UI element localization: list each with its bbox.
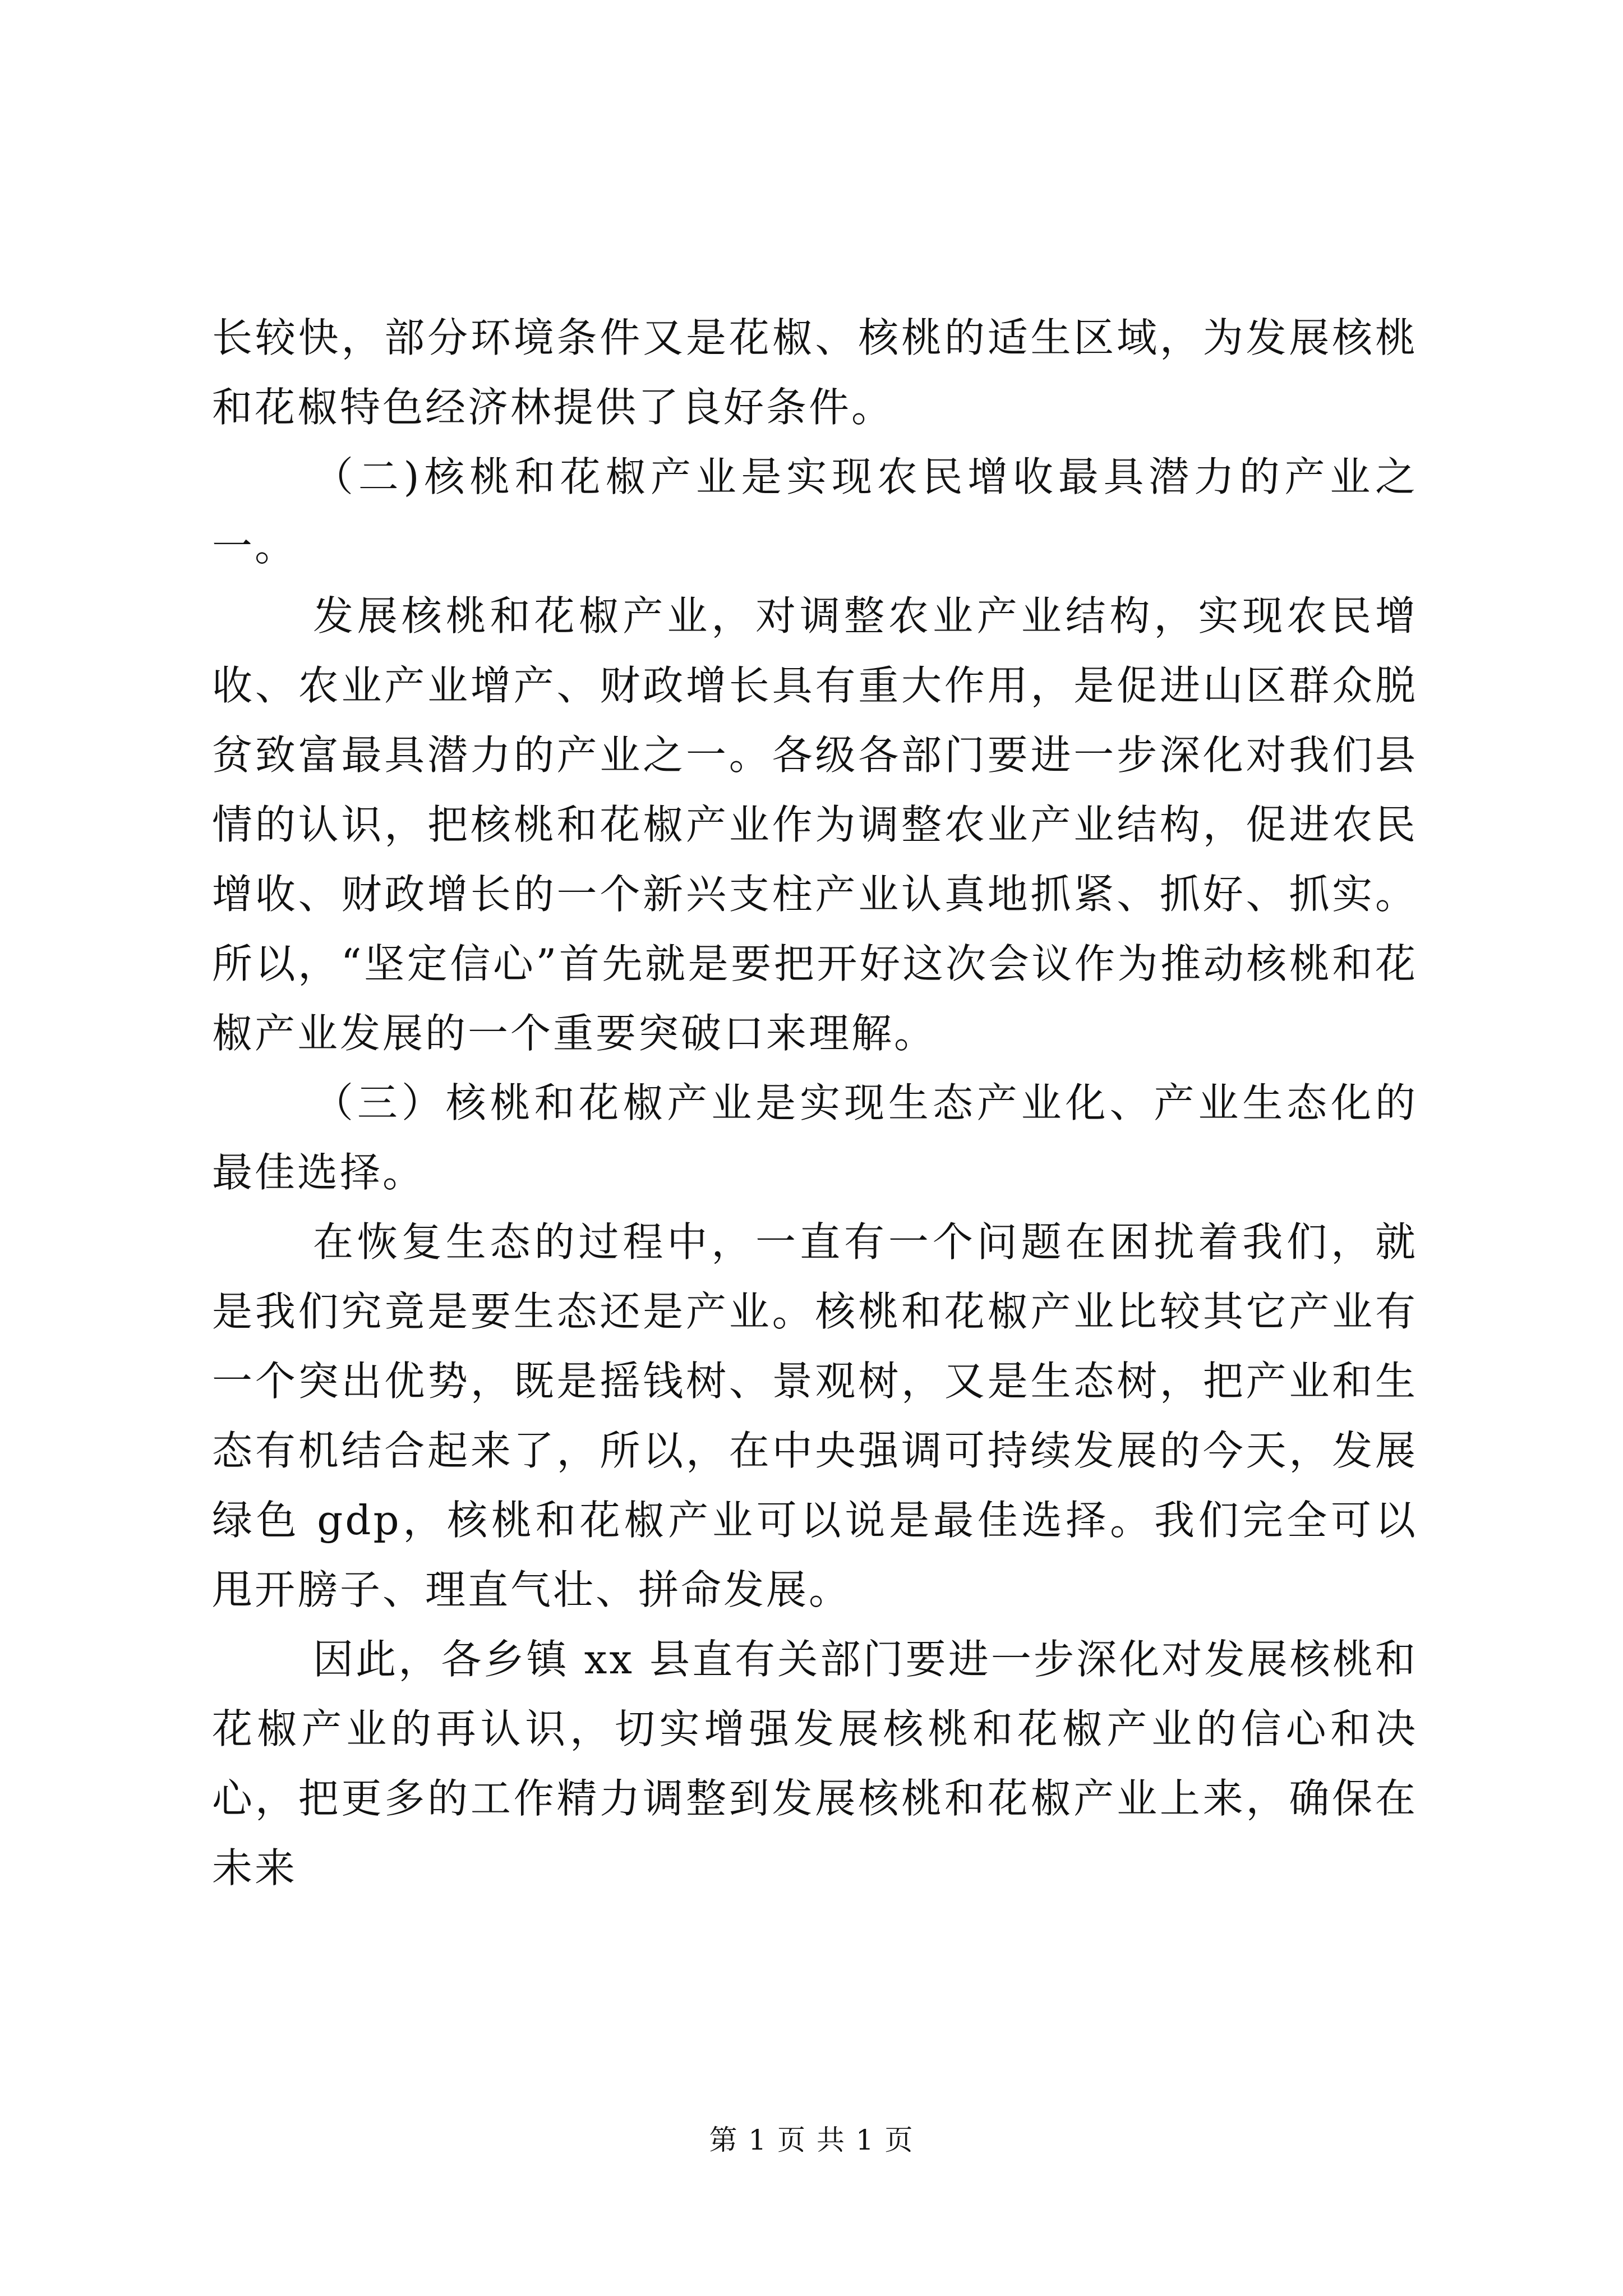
page-number-footer: 第 1 页 共 1 页 xyxy=(709,2124,914,2156)
paragraph-ecology: 在恢复生态的过程中，一直有一个问题在困扰着我们，就是我们究竟是要生态还是产业。核桃和花椒产业比较其它产业有一个突出优势，既是摇钱树、景观树，又是生态树，把产业和生态有机结合起来了，所以，在中央强调可持续发展的今天，发展绿色 gdp，核桃和花椒产业可以说是最佳选择。我们完全可以甩开膀子、理直气壮、拼命发展。 xyxy=(212,1218,1418,1613)
document-body xyxy=(212,303,1418,1903)
paragraph-industry-development: 发展核桃和花椒产业，对调整农业产业结构，实现农民增收、农业产业增产、财政增长具有重大作用，是促进山区群众脱贫致富最具潜力的产业之一。各级各部门要进一步深化对我们县情的认识，把核桃和花椒产业作为调整农业产业结构，促进农民增收、财政增长的一个新兴支柱产业认真地抓紧、抓好、抓实。所以，“坚定信心”首先就是要把开好这次会议作为推动核桃和花椒产业发展的一个重要突破口来理解。 xyxy=(212,592,1418,1057)
section-heading-two: （二)核桃和花椒产业是实现农民增收最具潜力的产业之一。 xyxy=(212,453,1418,570)
paragraph-conclusion: 因此，各乡镇 xx 县直有关部门要进一步深化对发展核桃和花椒产业的再认识，切实增强发展核桃和花椒产业的信心和决心，把更多的工作精力调整到发展核桃和花椒产业上来，确保在未来 xyxy=(212,1636,1418,1892)
paragraph-continuation: 长较快，部分环境条件又是花椒、核桃的适生区域，为发展核桃和花椒特色经济林提供了良好条件。 xyxy=(212,314,1418,431)
section-heading-three: （三）核桃和花椒产业是实现生态产业化、产业生态化的最佳选择。 xyxy=(212,1079,1418,1196)
